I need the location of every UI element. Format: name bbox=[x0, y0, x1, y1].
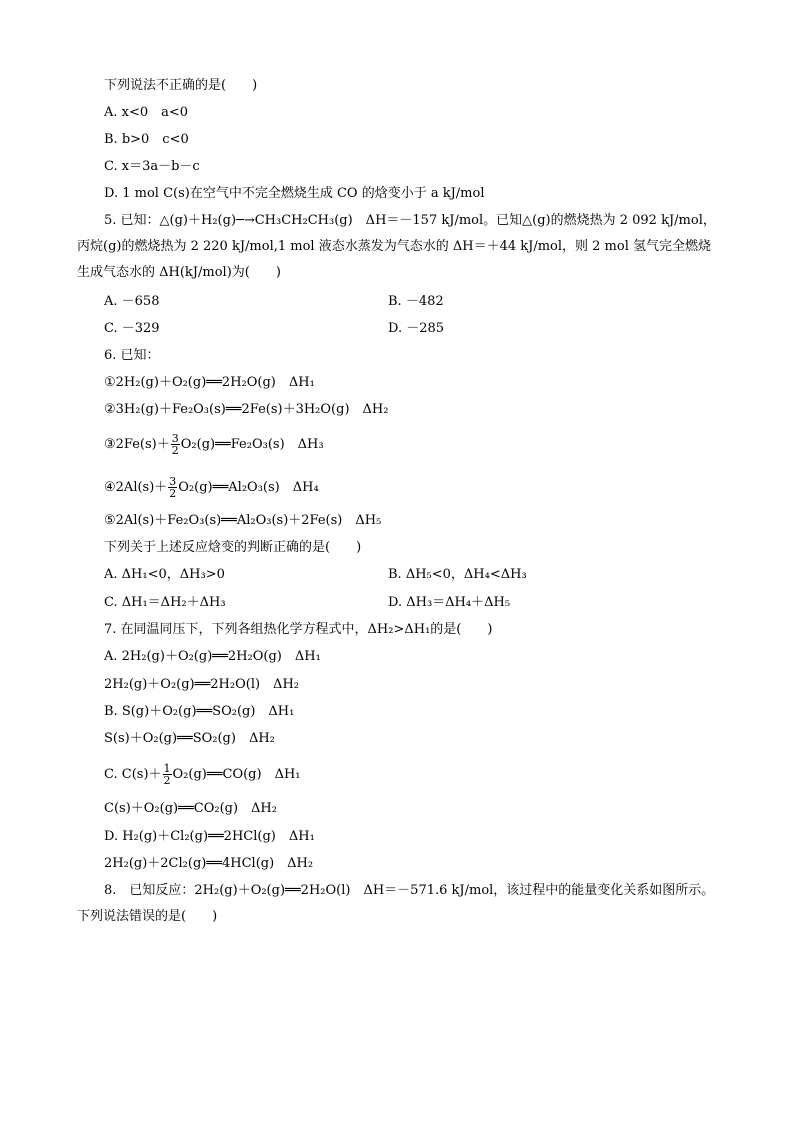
q6-question: 下列关于上述反应焓变的判断正确的是( ) bbox=[104, 540, 362, 555]
q6-option-a: A. ΔH₁<0，ΔH₃>0 bbox=[104, 567, 225, 582]
q6-equation-5: ⑤2Al(s)＋Fe₂O₃(s)══Al₂O₃(s)＋2Fe(s) ΔH₅ bbox=[104, 513, 382, 528]
q6-option-c: C. ΔH₁＝ΔH₂＋ΔH₃ bbox=[104, 595, 226, 610]
question-prompt: 下列说法不正确的是( ) bbox=[104, 78, 258, 93]
q4-option-d: D. 1 mol C(s)在空气中不完全燃烧生成 CO 的焓变小于 a kJ/mol bbox=[104, 186, 485, 201]
q5-stem: 5. 已知：△(g)＋H₂(g)─→CH₃CH₂CH₃(g) ΔH＝－157 kJ/mol。已知△(g)的燃烧热为 2 092 kJ/mol，丙烷(g)的燃烧热为 2 220 kJ/mol,1 mol 液态水蒸发为气态水的 ΔH＝＋44 kJ/mol，则 2 mol 氢气完全燃烧生成气态水的 ΔH(kJ/mol)为( ) bbox=[77, 213, 716, 280]
fraction bbox=[163, 763, 172, 786]
q7-option-b-line-1: B. S(g)＋O₂(g)══SO₂(g) ΔH₁ bbox=[104, 704, 295, 719]
fraction-numerator: 3 bbox=[171, 432, 179, 445]
fraction-numerator: 3 bbox=[169, 475, 177, 488]
q4-option-a: A. x<0 a<0 bbox=[104, 105, 189, 120]
q4-option-c: C. x＝3a－b－c bbox=[104, 159, 200, 174]
q7-option-d-line-1: D. H₂(g)＋Cl₂(g)══2HCl(g) ΔH₁ bbox=[104, 829, 315, 844]
q5-option-c: C. －329 bbox=[104, 321, 160, 336]
q6-equation-3-start: ③2Fe(s)＋ bbox=[104, 437, 170, 452]
q5-option-b: B. －482 bbox=[388, 294, 444, 309]
q6-option-b: B. ΔH₅<0，ΔH₄<ΔH₃ bbox=[388, 567, 527, 582]
q5-option-a: A. －658 bbox=[104, 294, 160, 309]
q6-title: 6. 已知： bbox=[104, 348, 160, 363]
q6-equation-2: ②3H₂(g)＋Fe₂O₃(s)══2Fe(s)＋3H₂O(g) ΔH₂ bbox=[104, 402, 389, 417]
fraction-denominator: 2 bbox=[171, 444, 179, 457]
fraction bbox=[171, 433, 180, 456]
fraction bbox=[168, 476, 177, 499]
q6-equation-3-end: O₂(g)══Fe₂O₃(s) ΔH₃ bbox=[180, 437, 324, 452]
q6-option-d: D. ΔH₃＝ΔH₄＋ΔH₅ bbox=[388, 595, 511, 610]
q7-option-b-line-2: S(s)＋O₂(g)══SO₂(g) ΔH₂ bbox=[104, 731, 275, 746]
q7-stem: 7. 在同温同压下，下列各组热化学方程式中，ΔH₂>ΔH₁的是( ) bbox=[104, 622, 493, 637]
q6-equation-4-start: ④2Al(s)＋ bbox=[104, 480, 168, 495]
q5-option-d: D. －285 bbox=[388, 321, 445, 336]
q4-option-b: B. b>0 c<0 bbox=[104, 132, 189, 147]
q7-option-a-line-1: A. 2H₂(g)＋O₂(g)══2H₂O(g) ΔH₁ bbox=[104, 649, 321, 664]
fraction-denominator: 2 bbox=[169, 487, 177, 500]
q6-equation-4-end: O₂(g)══Al₂O₃(s) ΔH₄ bbox=[178, 480, 319, 495]
q7-option-a-line-2: 2H₂(g)＋O₂(g)══2H₂O(l) ΔH₂ bbox=[104, 677, 299, 692]
q7-option-c-line-1-end: O₂(g)══CO(g) ΔH₁ bbox=[172, 767, 301, 782]
q6-equation-4 bbox=[104, 476, 319, 499]
fraction-denominator: 2 bbox=[163, 774, 171, 787]
q7-option-c-line-2: C(s)＋O₂(g)══CO₂(g) ΔH₂ bbox=[104, 801, 277, 816]
q7-option-d-line-2: 2H₂(g)＋2Cl₂(g)══4HCl(g) ΔH₂ bbox=[104, 856, 314, 871]
q7-option-c-line-1-start: C. C(s)＋ bbox=[104, 767, 162, 782]
fraction-numerator: 1 bbox=[163, 762, 171, 775]
q6-equation-1: ①2H₂(g)＋O₂(g)══2H₂O(g) ΔH₁ bbox=[104, 375, 315, 390]
q7-option-c-line-1 bbox=[104, 763, 301, 786]
q6-equation-3 bbox=[104, 433, 324, 456]
q8-stem: 8. 已知反应：2H₂(g)＋O₂(g)══2H₂O(l) ΔH＝－571.6 kJ/mol，该过程中的能量变化关系如图所示。下列说法错误的是( ) bbox=[77, 883, 715, 924]
